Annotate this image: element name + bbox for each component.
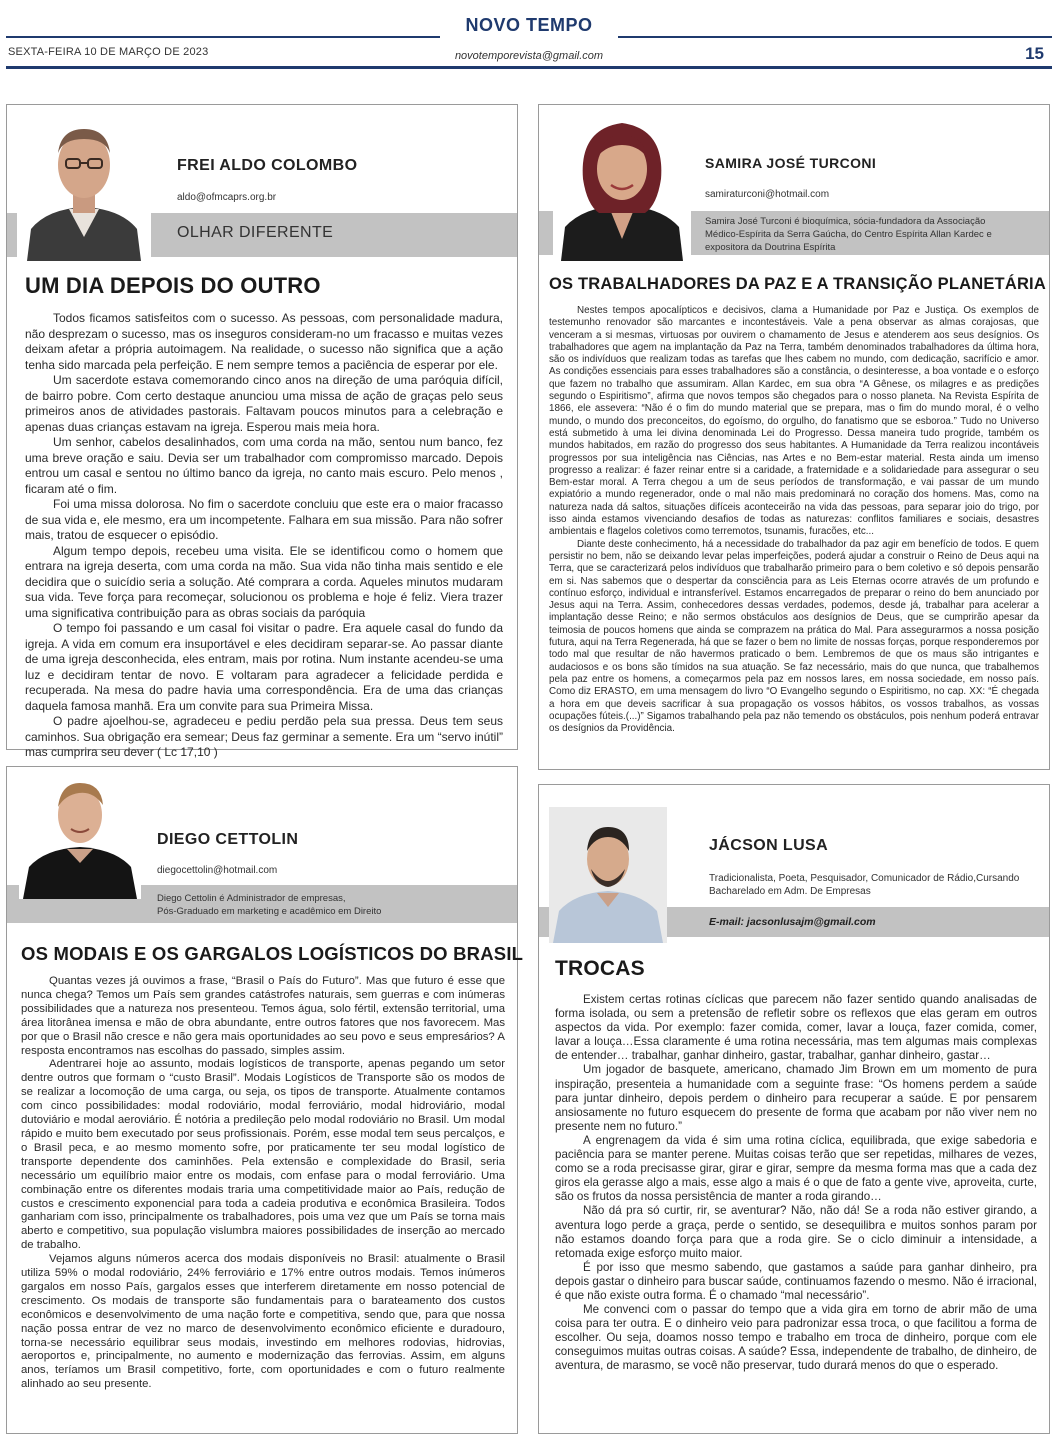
- author-email: diegocettolin@hotmail.com: [157, 865, 278, 876]
- author-name: JÁCSON LUSA: [709, 837, 829, 854]
- paragraph: Todos ficamos satisfeitos com o sucesso. As pessoas, com personalidade madura, não desprezam o sucesso, mas os inseguros consideram-no um fracasso e muitas vezes deixam afetar a própria autoimagem. Na realidade, o sucesso não significa que a ação tenha sido marcada pela perfeição. E nem sempre temos a paciência de esperar por ele.: [25, 311, 503, 372]
- paragraph: Um jogador de basquete, americano, chamado Jim Brown em um momento de pura inspiração, presenteia a humanidade com a seguinte frase: “Os homens perdem a saúde para juntar dinheiro, depois perdem o dinheiro para recuperar a saúde. E por pensarem ansiosamente no futuro esquecem do presente de forma que acabam por não viver nem no presente nem no futuro.”: [555, 1063, 1037, 1133]
- column-name: OLHAR DIFERENTE: [177, 224, 334, 241]
- article-body: [549, 305, 1039, 735]
- article-diego: [6, 766, 524, 1434]
- article-samira: [538, 104, 1050, 770]
- paragraph: Existem certas rotinas cíclicas que parecem não fazer sentido quando analisadas de forma isolada, ou sem a pretensão de refletir sobre os reflexos que elas geram em outros aspectos da vida. Por exemplo: fazer comida, comer, lavar a louça, fazer comida, comer, lavar a louça…Essa claramente é uma rotina necessária, mas tem algumas mais complexas de entender… trabalhar, ganhar dinheiro, gastar, trabalhar, ganhar dinheiro, gastar…: [555, 993, 1037, 1063]
- author-bio-line: Tradicionalista, Poeta, Pesquisador, Comunicador de Rádio,Cursando: [709, 873, 1020, 884]
- paragraph: Nestes tempos apocalípticos e decisivos, clama a Humanidade por Paz e Justiça. Os exemplos de testemunho renovador são marcantes e incontestáveis. Vale a pena observar as almas corajosas, que venceram a si mesmas, virtuosas por ouvirem o chamamento de Jesus e atenderem aos seus desígnios. Os trabalhadores que agem na implantação da Paz na Terra, também denominados trabalhadores da última hora, são os indivíduos que realizam todas as tarefas que lhes cabem no mundo, com dedicação, sacrifício e amor. As condições essenciais para esses trabalhadores são a constância, o desinteresse, a boa vontade e o esforço que fazem no trabalho que assumiram. Allan Kardec, em sua obra “A Gênese, os milagres e as predições segundo o Espiritismo”, afirma que novos tempos são chegados para o nosso planeta. Na Revista Espírita de 1866, ele assevera: “Não é o fim do mundo material que se prepara, mas o fim do mundo moral, é o velho mundo, o mundo dos preconceitos, do egoísmo, do orgulho, do fanatismo que se esboroa.” Tudo no Universo está submetido à uma lei divina denominada Lei do Progresso. Dessa maneira tudo progride, também os mundos habitados, em razão do progresso dos seus habitantes. A Humanidade da Terra realizou incontáveis progressos por sua inteligência nas Ciências, nas Artes e no Bem-estar material. Resta ainda um imenso progresso a realizar: é fazer reinar entre si a caridade, a fraternidade e a solidariedade para assegurar o seu Bem-estar moral. A Terra chegou a um de seus períodos de transformação, e vai passar de um mundo expiatório a mundo regenerador, onde o mal não mais predominará no coração dos homens. Mas, como na natureza nada dá saltos, situações difíceis aconteceirão na vida das pessoas, para separar joio do trigo, por isso ainda estamos vivenciando desafios de todas as naturezas: conflitos familiares e sociais, desastres ambientais e flagelos coletivos como terremotos, tsunamis, furacões, etc...: [549, 305, 1039, 538]
- author-email: aldo@ofmcaprs.org.br: [177, 192, 277, 203]
- author-name: SAMIRA JOSÉ TURCONI: [705, 155, 877, 171]
- paragraph: O tempo foi passando e um casal foi visitar o padre. Era aquele casal do fundo da igreja. A vida em comum era insuportável e eles decidiram separar-se. Ao passar diante de uma igreja desconhecida, eles entram, mais por rotina. Num instante acendeu-se uma luz e decidiram tentar de novo. E voltaram para agradecer a felicidade perdida e recuperada. Na mesa do padre havia uma correspondência. Era de uma das crianças daquela famosa manhã. Era um convite para sua Primeira Missa.: [25, 621, 503, 713]
- article-body: [555, 993, 1037, 1374]
- author-portrait-icon: [19, 771, 141, 899]
- paragraph: A engrenagem da vida é sim uma rotina cíclica, equilibrada, que exige sabedoria e paciência para se manter perene. Muitas coisas terão que ser repetidas, milhares de vezes, como se a roda precisasse girar, girar e girar, sempre da mesma forma mas que a cada dez giros ela gerasse algo a mais, esse algo a mais é o que de fato a gente vive, aproveita, curte, são os frutos da nossa persistência de manter a roda girando…: [555, 1133, 1037, 1204]
- paragraph: Foi uma missa dolorosa. No fim o sacerdote concluiu que este era o maior fracasso de sua vida e, ele mesmo, era um incompetente. Falhara em sua missão. Para não sofrer mais, tratou de esquecer o episódio.: [25, 497, 503, 542]
- author-portrait-icon: [553, 109, 691, 261]
- author-bio-line: Bacharelado em Adm. De Empresas: [709, 886, 871, 897]
- masthead-bottom-rule: [6, 66, 1052, 69]
- paragraph: Quantas vezes já ouvimos a frase, “Brasil o País do Futuro”. Mas que futuro é esse que nunca chega? Temos um País sem grandes catástrofes naturais, sem guerras e com inúmeras possibilidades que a natureza nos presenteou. Temos água, solo fértil, extensão territorial, uma área litorânea imensa e mão de obra abundante, entre outros fatores que nos favorecem. Mas por que o Brasil não cresce e não gera mais oportunidades ao seu povo e seus empresários? A resposta encontramos nas escolhas do passado, simples assim.: [21, 975, 505, 1057]
- author-photo-diego: [19, 771, 141, 899]
- article-headline: UM DIA DEPOIS DO OUTRO: [25, 273, 321, 298]
- article-jacson: [538, 784, 1050, 1434]
- paragraph: Me convenci com o passar do tempo que a vida gira em torno de abrir mão de uma coisa para ter outra. E o dinheiro veio para padronizar essa troca, o que facilitou a forma de escolher. Ou seja, doamos nosso tempo e trabalho em troca de dinheiro, porque com ele conseguimos muitas outras coisas. A saúde? Essa, independente de trabalho, de dinheiro, de aventura, de marasmo, se você não preservar, tudo durará menos do que o esperado.: [555, 1303, 1037, 1373]
- masthead: [0, 0, 1058, 72]
- author-portrait-icon: [17, 109, 151, 261]
- article-headline: TROCAS: [555, 957, 645, 980]
- issue-date: SEXTA-FEIRA 10 DE MARÇO DE 2023: [8, 46, 209, 58]
- author-name: FREI ALDO COLOMBO: [177, 157, 358, 174]
- paragraph: Um senhor, cabelos desalinhados, com uma corda na mão, sentou num banco, fez uma breve oração e saiu. Devia ser um trabalhador com compromisso marcado. Depois entrou um casal e sentou no último banco da igreja, no canto mais escuro. Pelo menos , ficaram até o fim.: [25, 435, 503, 496]
- author-portrait-icon: [549, 807, 667, 943]
- page-number: 15: [1025, 44, 1044, 63]
- article-headline: OS MODAIS E OS GARGALOS LOGÍSTICOS DO BRASIL: [21, 943, 524, 964]
- author-bio-line: Diego Cettolin é Administrador de empresas,: [157, 893, 346, 904]
- author-name: DIEGO CETTOLIN: [157, 831, 299, 848]
- paragraph: O padre ajoelhou-se, agradeceu e pediu perdão pela sua pressa. Deus tem seus caminhos. Sua obrigação era semear; Deus faz germinar a semente. Era um “servo inútil” mas cumprira seu dever ( Lc 17,10 ): [25, 714, 503, 759]
- paragraph: É por isso que mesmo sabendo, que gastamos a saúde para ganhar dinheiro, pra depois gastar o dinheiro para buscar saúde, continuamos fazendo o mesmo. Não é irracional, é que não existe outra forma. É o chamado “mal necessário”.: [555, 1260, 1037, 1302]
- paragraph: Algum tempo depois, recebeu uma visita. Ele se identificou como o homem que entrara na igreja deserta, com uma corda na mão. Sua vida não tinha mais sentido e ele decidira que o suicídio seria a solução. Até comprara a corda. Aqueles minutos mudaram sua vida. Teve força para recomeçar, solucionou os problema e hoje é feliz. Viera trazer uma significativa contribuição para as obras sociais da paróquia: [25, 543, 503, 620]
- author-photo-frei-aldo: [17, 109, 151, 261]
- paragraph: Adentrarei hoje ao assunto, modais logísticos de transporte, apenas pegando um setor dentre outros que formam o “custo Brasil”. Modais Logísticos de Transporte são os modos de se realizar a locomoção de uma carga, ou seja, os tipos de transporte. Atualmente contamos com cinco possibilidades: modal rodoviário, modal ferroviário, modal hidroviário, modal dutoviário e modal aeroviário. É notória a predileção pelo modal rodoviário no Brasil. Um modal rápido e muito bem executado por seus profissionais. Porém, esse modal tem seus percalços, e o Brasil peca, e ao mesmo momento sofre, por praticamente ter seu modal logístico de transporte dependente dos caminhões. Pela extensão e complexidade do Brasil, seria necessário um equilíbrio maior entre os modais, com enfase para o modal ferroviário. Uma combinação entre os diferentes modais traria uma competitividade maior ao País, redução de custos e crescimento exponencial para toda a cadeia produtiva e econômica Brasileira. Todos ganhariam com isso, principalmente os trabalhadores, pois uma vez que um País se torna mais aberto e competitivo, sua população vislumbra maiores possibilidades de inserção ao mercado de trabalho.: [21, 1058, 505, 1252]
- article-body: [25, 311, 503, 761]
- author-photo-samira: [553, 109, 691, 261]
- author-photo-jacson: [549, 807, 667, 943]
- author-email: samiraturconi@hotmail.com: [705, 189, 830, 200]
- author-bio: Samira José Turconi é bioquímica, sócia-fundadora da Associação Médico-Espírita da Serra Gaúcha, do Centro Espírita Allan Kardec e expositora da Doutrina Espírita: [705, 216, 992, 253]
- article-frei-aldo: [6, 104, 518, 759]
- newspaper-email: novotemporevista@gmail.com: [454, 50, 604, 62]
- paragraph: Um sacerdote estava comemorando cinco anos na direção de uma paróquia difícil, de bairro pobre. Com certo destaque anunciou uma missa de ação de graças pelo seus primeiros anos de atividades pastorais. Faltavam poucos minutos para a celebração e apenas duas crianças estavam na igreja. Esperou mais meia hora.: [25, 373, 503, 434]
- article-body: [21, 975, 505, 1392]
- article-headline: OS TRABALHADORES DA PAZ E A TRANSIÇÃO PLANETÁRIA: [549, 275, 1046, 293]
- paragraph: Vejamos alguns números acerca dos modais disponíveis no Brasil: atualmente o Brasil utiliza 59% o modal rodoviário, 24% ferroviário e 17% entre outros modais. Temos inúmeros gargalos em nosso País, gargalos esses que interferem diretamente em nosso potencial de crescimento. Os modais de transporte são fundamentais para o barateamento dos custos econômicos e desenvolvimento de uma nação forte e competitiva, sendo que, para que nossa nação possa entrar de vez no marco de desenvolvimento econômico eficiente e duradouro, torna-se necessário equilibrar seus modais, investindo em melhores rodovias, hidrovias, aeroportos e, principalmente, no aumento e modernização das ferrovias. Assim, em alguns anos, teríamos um Brasil competitivo, forte, com oportunidades e com o futuro realmente alinhado ao seu presente.: [21, 1253, 505, 1391]
- paragraph: Não dá pra só curtir, rir, se aventurar? Não, não dá! Se a roda não estiver girando, a aventura logo perde a graça, perde o sentido, se desequilibra e muitos sonhos param por não estamos doando força para que a roda gire. Se o ciclo diminuir a intensidade, a retomada exige esforço muito maior.: [555, 1204, 1037, 1260]
- paragraph: Diante deste conhecimento, há a necessidade do trabalhador da paz agir em benefício de todos. E quem persistir no bem, não se deixando levar pelas imperfeições, poderá ajudar a construir o Reino de Deus aqui na Terra, que se caracterizará pelos indivíduos que trabalharão primeiro para o bem coletivo e só depois pensarão em si. Nas sabemos que o despertar da consciência para as Leis Eternas ocorre através de um profundo e contínuo esforço, individual e intransferível. Estamos encarregados de preparar o reino do bem anunciado por Jesus aqui na Terra. Assim, conhecedores dessas verdades, podemos, desde já, trabalhar para acelerar a implantação desse Reino; e não sermos obstáculos aos desígnios de Deus, que se cumprirão apesar da teimosia de poucos homens que ainda se comprazem na prática do Mal. Para assegurarmos a nossa posição futura, aqui na Terra Regenerada, há que se fazer o bem no limite de nossas forças, porque responderemos por todo mal que resultar de não havermos praticado o bem. Lembremos de que os maus são intrigantes e audaciosos e os bons são tímidos na sua atuação. Se faz necessário, mais do que nunca, que trabalhemos pela paz entre os homens, a começarmos pela paz em nossos lares, em nossa sociedade, em nosso país. Como diz ERASTO, em uma mensagem do livro “O Evangelho segundo o Espiritismo, no cap. XX: “É chegada a hora em que deveis sacrificar à sua propagação os vossos hábitos, os vossos trabalhos, as vossas ocupações fúteis.(...)” Sigamos trabalhando pela paz não temendo os obstáculos, pois nenhum poderá entravar os desígnios da Providência.: [549, 538, 1039, 735]
- author-bio-line: Pós-Graduado em marketing e acadêmico em Direito: [157, 906, 382, 917]
- newspaper-title: NOVO TEMPO: [440, 10, 618, 40]
- author-email: E-mail: jacsonlusajm@gmail.com: [709, 916, 876, 928]
